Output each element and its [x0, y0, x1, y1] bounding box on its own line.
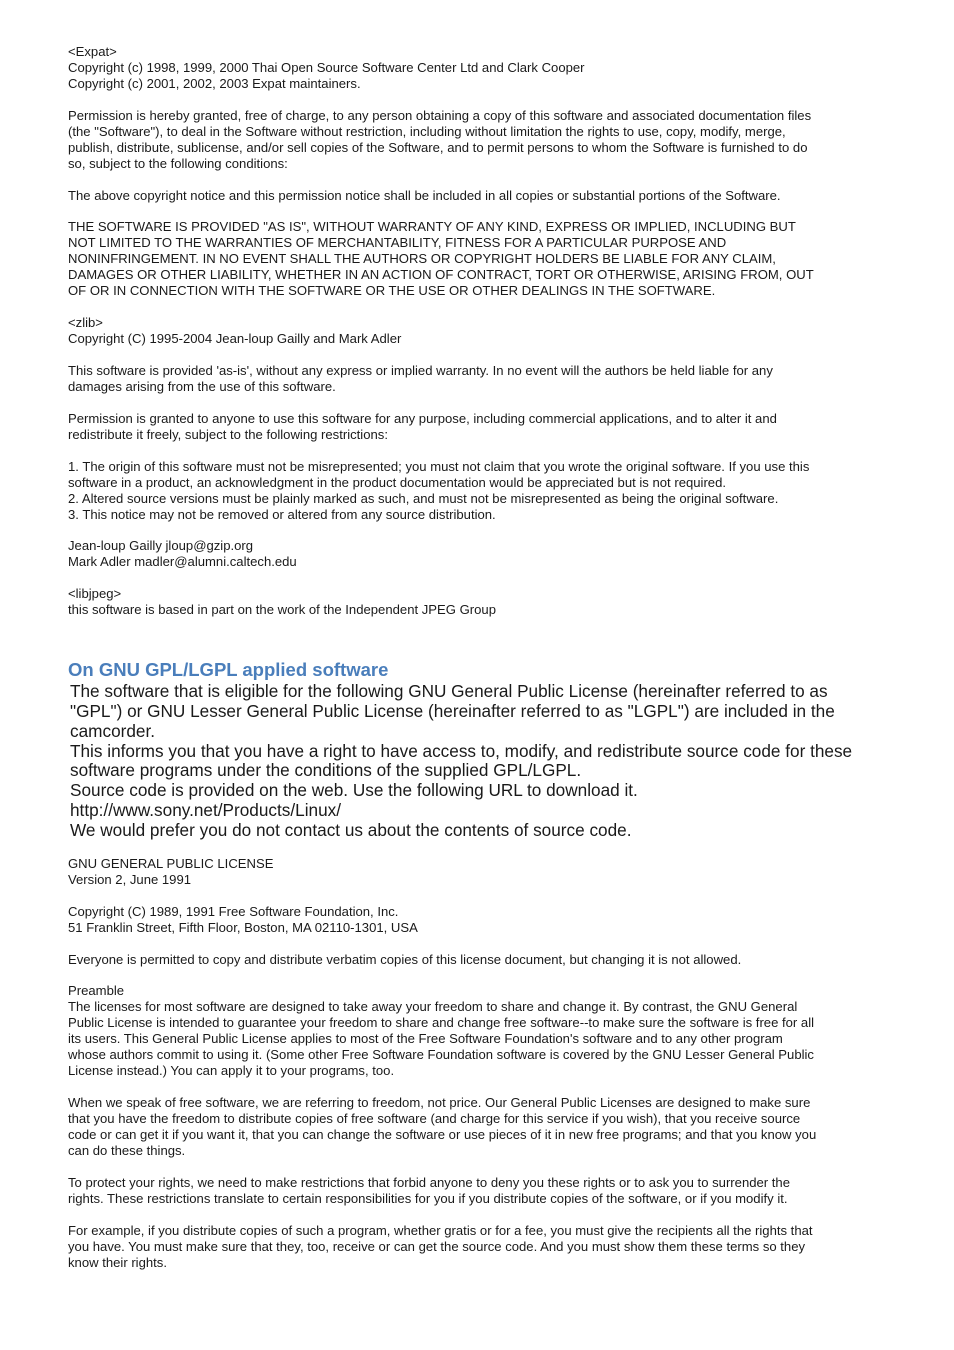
- gpl-version-line: Version 2, June 1991: [68, 872, 192, 888]
- expat-notice: [68, 188, 888, 204]
- author-line: Jean-loup Gailly jloup@gzip.org: [68, 538, 254, 554]
- text-line: so, subject to the following conditions:: [68, 155, 288, 171]
- text-line: code or can get it if you want it, that you can change the software or use pieces of it in new free programs; and that you know you: [68, 1127, 817, 1143]
- license-document: [68, 44, 888, 1287]
- expat-copyright-line: Copyright (c) 1998, 1999, 2000 Thai Open Source Software Center Ltd and Clark Cooper: [68, 60, 585, 75]
- text-line: 3. This notice may not be removed or altered from any source distribution.: [68, 506, 496, 522]
- expat-copyright-line: Copyright (c) 2001, 2002, 2003 Expat maintainers.: [68, 76, 361, 91]
- text-line: damages arising from the use of this software.: [68, 378, 336, 394]
- libjpeg-text: this software is based in part on the work of the Independent JPEG Group: [68, 602, 496, 618]
- zlib-authors: [68, 538, 888, 570]
- text-line: rights. These restrictions translate to certain responsibilities for you if you distribute copies of the software, or if you modify it.: [68, 1191, 788, 1207]
- expat-header: [68, 44, 888, 92]
- text-line: that you have the freedom to distribute copies of free software (and charge for this service if you wish), that you receive source: [68, 1111, 801, 1127]
- gpl-example: [68, 1223, 888, 1271]
- libjpeg-block: [68, 586, 888, 618]
- text-line: know their rights.: [68, 1254, 167, 1270]
- source-url: http://www.sony.net/Products/Linux/: [70, 799, 341, 820]
- text-line: redistribute it freely, subject to the following restrictions:: [68, 426, 388, 442]
- gpl-preamble: [68, 983, 888, 1079]
- expat-tag: <Expat>: [68, 44, 117, 59]
- zlib-copyright: Copyright (C) 1995-2004 Jean-loup Gailly and Mark Adler: [68, 331, 402, 347]
- gpl-free-software: [68, 1095, 888, 1159]
- gpl-title: [68, 856, 888, 888]
- text-line: Everyone is permitted to copy and distribute verbatim copies of this license document, but changing it is not allowed.: [68, 951, 742, 967]
- zlib-tag: <zlib>: [68, 315, 103, 331]
- text-line: The software that is eligible for the following GNU General Public License (hereinafter referred to as: [70, 681, 828, 702]
- text-line: software programs under the conditions of the supplied GPL/LGPL.: [70, 760, 582, 781]
- text-line: camcorder.: [70, 720, 156, 741]
- text-line: can do these things.: [68, 1143, 186, 1159]
- gnu-intro: [70, 682, 888, 855]
- text-line: (the "Software"), to deal in the Software without restriction, including without limitation the rights to use, copy, modify, merge,: [68, 123, 786, 139]
- zlib-restrictions: [68, 459, 888, 523]
- text-line: software in a product, an acknowledgment in the product documentation would be appreciated but is not required.: [68, 474, 727, 490]
- text-line: NOT LIMITED TO THE WARRANTIES OF MERCHANTABILITY, FITNESS FOR A PARTICULAR PURPOSE AND: [68, 235, 727, 251]
- text-line: Source code is provided on the web. Use the following URL to download it.: [70, 780, 638, 801]
- gpl-title-line: GNU GENERAL PUBLIC LICENSE: [68, 856, 274, 872]
- zlib-as-is: [68, 363, 888, 395]
- text-line: To protect your rights, we need to make restrictions that forbid anyone to deny you these rights or to ask you to surrender the: [68, 1175, 790, 1191]
- text-line: Permission is granted to anyone to use this software for any purpose, including commercial applications, and to alter it and: [68, 410, 777, 426]
- section-heading: On GNU GPL/LGPL applied software: [68, 659, 389, 681]
- zlib-permission: [68, 411, 888, 443]
- zlib-header: [68, 315, 888, 347]
- text-line: THE SOFTWARE IS PROVIDED "AS IS", WITHOUT WARRANTY OF ANY KIND, EXPRESS OR IMPLIED, INCLUDING BUT: [68, 219, 796, 235]
- text-line: Copyright (C) 1989, 1991 Free Software Foundation, Inc.: [68, 903, 399, 919]
- gpl-protect: [68, 1175, 888, 1207]
- expat-warranty: [68, 219, 888, 299]
- text-line: its users. This General Public License applies to most of the Free Software Foundation's software and to any other program: [68, 1031, 783, 1047]
- text-line: For example, if you distribute copies of such a program, whether gratis or for a fee, you must give the recipients all the rights that: [68, 1222, 813, 1238]
- preamble-heading: Preamble: [68, 983, 125, 999]
- text-line: This software is provided 'as-is', without any express or implied warranty. In no event will the authors be held liable for any: [68, 362, 773, 378]
- gpl-copyright: [68, 904, 888, 936]
- text-line: whose authors commit to using it. (Some other Free Software Foundation software is covered by the GNU Lesser General Public: [68, 1047, 814, 1063]
- libjpeg-tag: <libjpeg>: [68, 586, 122, 602]
- text-line: "GPL") or GNU Lesser General Public License (hereinafter referred to as "LGPL") are included in the: [70, 700, 835, 721]
- text-line: publish, distribute, sublicense, and/or sell copies of the Software, and to permit persons to whom the Software is furnished to do: [68, 139, 808, 155]
- text-line: Permission is hereby granted, free of charge, to any person obtaining a copy of this software and associated documentation files: [68, 107, 812, 123]
- text-line: 51 Franklin Street, Fifth Floor, Boston, MA 02110-1301, USA: [68, 919, 418, 935]
- gpl-verbatim: [68, 952, 888, 968]
- author-line: Mark Adler madler@alumni.caltech.edu: [68, 554, 297, 570]
- text-line: 1. The origin of this software must not be misrepresented; you must not claim that you wrote the original software. If you use this: [68, 458, 810, 474]
- text-line: Public License is intended to guarantee your freedom to share and change free software--to make sure the software is free for all: [68, 1015, 815, 1031]
- text-line: This informs you that you have a right to have access to, modify, and redistribute source code for these: [70, 740, 853, 761]
- text-line: NONINFRINGEMENT. IN NO EVENT SHALL THE AUTHORS OR COPYRIGHT HOLDERS BE LIABLE FOR ANY CLAIM,: [68, 251, 776, 267]
- text-line: The above copyright notice and this permission notice shall be included in all copies or substantial portions of the Software.: [68, 187, 781, 203]
- expat-permission: [68, 108, 888, 172]
- text-line: OF OR IN CONNECTION WITH THE SOFTWARE OR THE USE OR OTHER DEALINGS IN THE SOFTWARE.: [68, 283, 716, 299]
- text-line: you have. You must make sure that they, too, receive or can get the source code. And you must show them these terms so they: [68, 1238, 806, 1254]
- text-line: License instead.) You can apply it to your programs, too.: [68, 1063, 395, 1079]
- text-line: The licenses for most software are designed to take away your freedom to share and change it. By contrast, the GNU General: [68, 999, 798, 1015]
- text-line: 2. Altered source versions must be plainly marked as such, and must not be misrepresented as being the original software.: [68, 490, 779, 506]
- text-line: When we speak of free software, we are referring to freedom, not price. Our General Public Licenses are designed to make sure: [68, 1095, 811, 1111]
- text-line: We would prefer you do not contact us about the contents of source code.: [70, 819, 632, 840]
- text-line: DAMAGES OR OTHER LIABILITY, WHETHER IN AN ACTION OF CONTRACT, TORT OR OTHERWISE, ARISING FROM, OUT: [68, 267, 814, 283]
